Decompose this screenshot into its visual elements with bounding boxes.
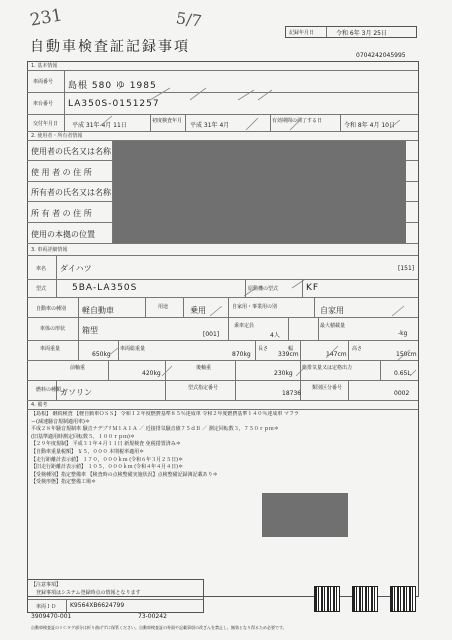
displacement-label: 総排気量又は定格出力 bbox=[302, 365, 353, 371]
section2-heading: 2. 使用者・所有者情報 bbox=[31, 133, 83, 139]
base-location-label: 使用の本拠の位置 bbox=[31, 230, 95, 239]
length-label: 長さ bbox=[258, 346, 269, 352]
section3-heading: 3. 車両詳細情報 bbox=[31, 247, 68, 253]
remark-line: 【走行距離計表示値】 １７０，０００ｋｍ (令和６年３月２５日)＊ bbox=[31, 456, 184, 463]
remark-line: 【受検種別】指定整備車 【検査時の点検整備実施状況】点検整備記録簿記載あり＊ bbox=[31, 471, 218, 478]
remark-line: ー(減速騒音規制適用車)＊ bbox=[31, 418, 90, 425]
handwritten-note-right: 5/7 bbox=[174, 8, 203, 31]
maxload-value: -kg bbox=[398, 330, 408, 337]
use-value: 乗用 bbox=[190, 306, 206, 315]
first-registration-label: 初度検査年月 bbox=[152, 118, 183, 124]
engine-label: 原動機の型式 bbox=[248, 286, 279, 292]
kind-label: 自動車の種別 bbox=[36, 306, 67, 312]
fuel-value: ガソリン bbox=[60, 388, 92, 397]
kind-value: 軽自動車 bbox=[82, 306, 114, 315]
rear-axle-value: 230kg bbox=[274, 370, 293, 377]
owner-address-label: 所 有 者 の 住 所 bbox=[31, 209, 92, 218]
body-code: [001] bbox=[203, 331, 220, 338]
footer-notice: 自動車検査証のＩＣタグ部分は折り曲げずに保管ください。自動車検査証の券面や記載事項の改ざんを禁止し、無効となり得るため必要です。 bbox=[31, 625, 287, 630]
vehicle-id: K9564XB6624799 bbox=[70, 602, 125, 609]
remark-line: (旧基準適用時測定回転数５，１００ｒｐｍ)＊ bbox=[31, 433, 135, 440]
vehicle-id-label: 車両ＩＤ bbox=[36, 604, 57, 610]
expiry-value: 令和 8年 4月 10日 bbox=[344, 122, 395, 129]
section4-heading: 4. 備考 bbox=[31, 402, 48, 408]
displacement-value: 0.65L bbox=[394, 370, 411, 377]
weight-label: 車両重量 bbox=[40, 346, 61, 352]
section1-heading: 1. 基本情報 bbox=[31, 63, 58, 69]
make-code: [151] bbox=[398, 265, 415, 272]
fuel-label: 燃料の種類 bbox=[36, 387, 62, 393]
remark-line: 【旧走行距離計表示値】 １０５，０００ｋｍ (令和４年４月４日)＊ bbox=[31, 464, 184, 471]
record-date: 令和 6年 3月 25日 bbox=[336, 30, 387, 37]
record-date-label: 記録年月日 bbox=[289, 30, 315, 36]
weight-value: 650kg bbox=[92, 351, 111, 358]
front-axle-value: 420kg bbox=[142, 370, 161, 377]
front-axle-label: 前軸重 bbox=[70, 365, 86, 371]
owner-name-label: 所有者の氏名又は名称 bbox=[31, 188, 111, 197]
first-registration-value: 平成 31年 4月 bbox=[190, 122, 230, 129]
gross-label: 車両総重量 bbox=[120, 346, 146, 352]
footer-code-right: 73-00242 bbox=[138, 613, 167, 620]
footer-code-left: 3909470-001 bbox=[31, 613, 72, 620]
height-value: 150cm bbox=[396, 351, 417, 358]
document-number: 0704242045995 bbox=[356, 52, 406, 59]
registration-label: 車両番号 bbox=[33, 79, 54, 85]
handwritten-note-left: 231 bbox=[28, 5, 64, 31]
chassis-label: 車台番号 bbox=[33, 101, 54, 107]
issued-value: 平成 31年 4月 11日 bbox=[72, 122, 127, 129]
user-name-label: 使用者の氏名又は名称 bbox=[31, 147, 111, 156]
type-no-value: 18736 bbox=[282, 390, 302, 397]
page-title: 自動車検査証記録事項 bbox=[30, 39, 190, 55]
maxload-label: 最大積載量 bbox=[320, 323, 346, 329]
notes-heading: 【注意事項】 bbox=[31, 582, 62, 588]
capacity-label: 乗車定員 bbox=[234, 323, 255, 329]
remark-line: 【受検形態】指定整備工場＊ bbox=[31, 479, 97, 486]
body-value: 箱型 bbox=[82, 326, 98, 335]
rear-axle-label: 後軸重 bbox=[196, 365, 212, 371]
user-address-label: 使 用 者 の 住 所 bbox=[31, 168, 92, 177]
class-no-value: 0002 bbox=[394, 390, 410, 397]
remark-line: 平成２８年騒音規制車 騒音ナデブリＭ１Ａ１Ａ ／ 近接排気騒音値７５ｄＢ ／ 測定回転数３，７５０ｒｐｍ＊ bbox=[31, 426, 279, 433]
issued-label: 交付年月日 bbox=[33, 121, 59, 127]
gross-value: 870kg bbox=[232, 351, 251, 358]
engine-value: KF bbox=[306, 283, 320, 293]
class-no-label: 類別区分番号 bbox=[312, 385, 343, 391]
type-no-label: 型式指定番号 bbox=[188, 385, 219, 391]
remark-line: 【２９年度規制】 平成３１年４月１１日 新規検査 免税措置済み＊ bbox=[31, 441, 181, 448]
model-label: 型式 bbox=[36, 286, 47, 292]
width-label: 幅 bbox=[288, 346, 294, 352]
height-label: 高さ bbox=[352, 346, 363, 352]
model-value: 5BA-LA350S bbox=[72, 283, 138, 293]
private-label: 自家用・事業用の別 bbox=[232, 304, 278, 310]
expiry-label: 有効期間の満了する日 bbox=[272, 118, 323, 124]
make-label: 車名 bbox=[36, 266, 47, 272]
capacity-value: 4人 bbox=[270, 332, 280, 339]
length-value: 339cm bbox=[278, 351, 299, 358]
body-label: 車体の形状 bbox=[40, 326, 66, 332]
use-label: 用途 bbox=[158, 304, 169, 310]
remark-line: 【自動車重量税額】 ￥５，０００ 本則税率適用＊ bbox=[31, 448, 145, 455]
chassis-value: LA350S-0151257 bbox=[68, 99, 160, 109]
registration-value: 島根 580 ゆ 1985 bbox=[68, 81, 157, 91]
remark-line: 【島根】 継続検査 【軽自動車ＯＳＳ】 令和１２年度燃費基準８５％達成車 令和２年度燃費基準１４０％達成車 マフラ bbox=[31, 411, 299, 417]
private-value: 自家用 bbox=[320, 306, 344, 315]
make-value: ダイハツ bbox=[60, 264, 92, 273]
width-value: 147cm bbox=[326, 351, 347, 358]
notes-line: 登録事項はシステム登録時点の情報となります bbox=[36, 590, 141, 596]
